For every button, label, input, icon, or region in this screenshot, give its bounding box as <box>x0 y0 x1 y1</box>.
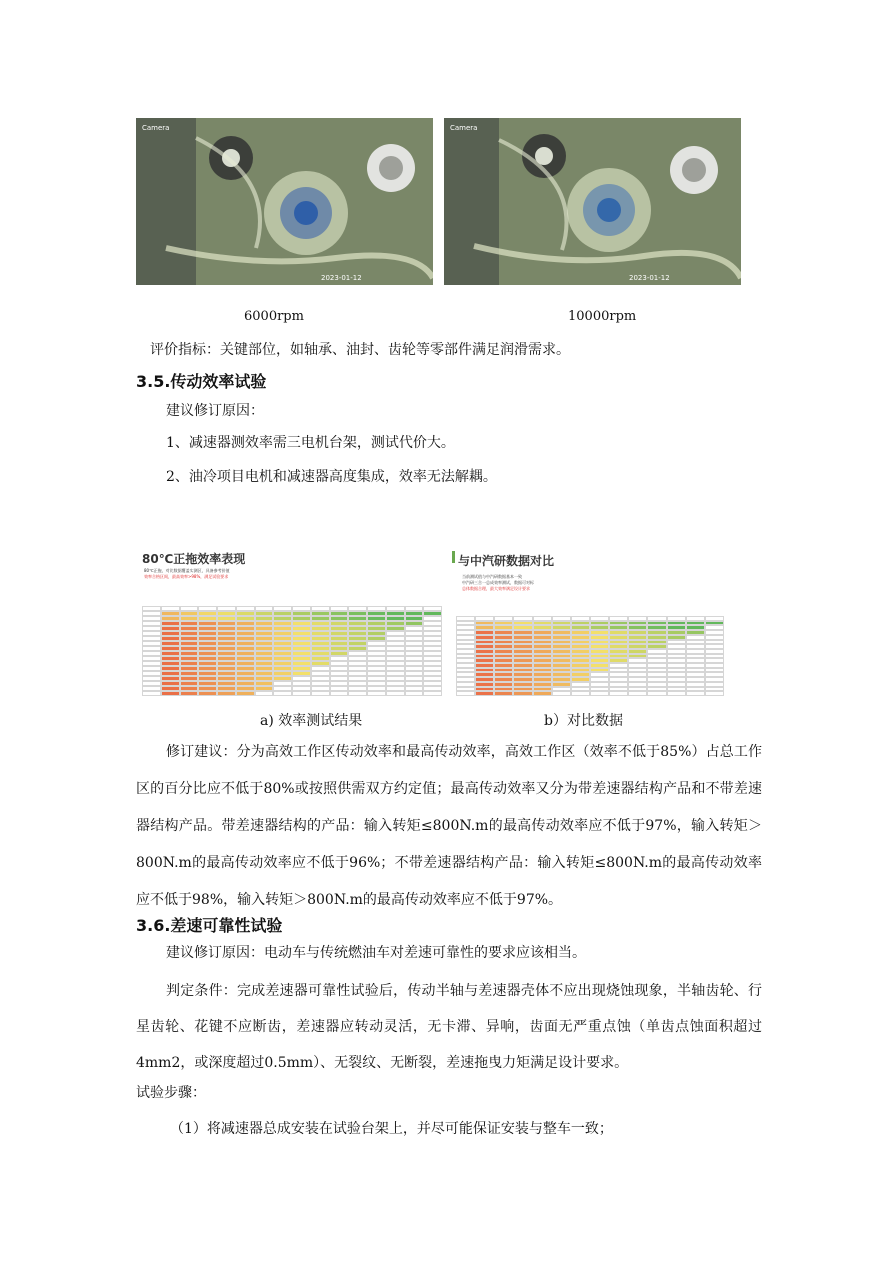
heatmap-cell <box>494 691 513 696</box>
figure-comparison-data <box>452 546 752 701</box>
photo-caption-10000: 10000rpm <box>568 309 637 324</box>
section-3-6-title: 3.6.差速可靠性试验 <box>136 916 283 935</box>
bullet: 80℃正拖，对比数据覆盖实测区，具备参考价值 <box>144 568 230 573</box>
figure-bullets <box>144 568 230 580</box>
revision-suggestion: 修订建议：分为高效工作区传动效率和最高传动效率，高效工作区（效率不低于85%）占总工作区的百分比应不低于80%或按照供需双方约定值；最高传动效率又分为带差速器结构产品和不带差速器结构产品。带差速器结构的产品：输入转矩≤800N.m的最高传动效率应不低于97%，输入转矩＞800N.m的最高传动效率应不低于96%；不带差速器结构产品：输入转矩≤800N.m的最高传动效率应不低于98%，输入转矩＞800N.m的最高传动效率应不低于97%。 <box>136 744 762 908</box>
comparison-heatmap <box>456 616 724 696</box>
heatmap-cell <box>236 691 255 696</box>
section-3-5-title: 3.5.传动效率试验 <box>136 372 267 391</box>
bullet: 当前测试值与中汽研数据基本一致 <box>462 574 522 579</box>
revision-reason-label: 建议修订原因： <box>166 403 264 419</box>
timestamp-overlay: 2023-01-12 <box>321 274 362 282</box>
heatmap-cell <box>647 691 666 696</box>
heatmap-cell <box>198 691 217 696</box>
heatmap-cell <box>590 691 609 696</box>
heatmap-cell <box>705 691 724 696</box>
heatmap-cell <box>348 691 367 696</box>
heatmap-cell <box>686 691 705 696</box>
test-steps-label: 试验步骤： <box>136 1085 206 1101</box>
heatmap-cell <box>367 691 386 696</box>
figure-bullets <box>462 574 534 592</box>
figure-caption-b: b）对比数据 <box>544 713 623 729</box>
heatmap-cell <box>475 691 494 696</box>
test-step-1: （1）将减速器总成安装在试验台架上，并尽可能保证安装与整车一致； <box>170 1121 613 1137</box>
heatmap-cell <box>311 691 330 696</box>
heatmap-cell <box>513 691 532 696</box>
figure-title: 80℃正拖效率表现 <box>142 552 246 566</box>
camera-overlay: Camera <box>450 124 478 132</box>
heatmap-cell <box>628 691 647 696</box>
heatmap-cell <box>273 691 292 696</box>
efficiency-heatmap <box>142 606 442 696</box>
heatmap-cell <box>292 691 311 696</box>
timestamp-overlay: 2023-01-12 <box>629 274 670 282</box>
photo-caption-6000: 6000rpm <box>244 309 304 324</box>
heatmap-cell <box>217 691 236 696</box>
reducer-image <box>136 118 433 285</box>
heatmap-cell <box>533 691 552 696</box>
eval-criteria: 评价指标：关键部位，如轴承、油封、齿轮等零部件满足润滑需求。 <box>150 342 570 358</box>
figure-title: 与中汽研数据对比 <box>458 554 555 568</box>
heatmap-cell <box>552 691 571 696</box>
heatmap-cell <box>330 691 349 696</box>
figure-efficiency-results <box>138 546 448 701</box>
heatmap-cell <box>423 691 442 696</box>
heatmap-cell <box>405 691 424 696</box>
bullet: 中汽研三合一总成效率测试，数据可对标 <box>462 580 534 585</box>
heatmap-cell <box>161 691 180 696</box>
judgement-condition: 判定条件：完成差速器可靠性试验后，传动半轴与差速器壳体不应出现烧蚀现象，半轴齿轮、行星齿轮、花键不应断齿，差速器应转动灵活，无卡滞、异响，齿面无严重点蚀（单齿点蚀面积超过4mm2，或深度超过0.5mm）、无裂纹、无断裂，差速拖曳力矩满足设计要求。 <box>136 983 762 1071</box>
figure-caption-a: a) 效率测试结果 <box>260 713 363 729</box>
photo-10000rpm <box>444 118 741 285</box>
revision-reason-1: 1、减速器测效率需三电机台架，测试代价大。 <box>166 435 455 451</box>
bullet: 总体数据合理，最大效率满足设计要求 <box>462 586 530 591</box>
heatmap-cell <box>386 691 405 696</box>
heatmap-cell <box>667 691 686 696</box>
photo-6000rpm <box>136 118 433 285</box>
bullet: 效率合格区间，最高效率>98%，满足试验要求 <box>144 574 229 579</box>
heatmap-cell <box>456 691 475 696</box>
heatmap-cell <box>142 691 161 696</box>
title-bar-accent <box>452 551 455 563</box>
camera-overlay: Camera <box>142 124 170 132</box>
heatmap-cell <box>609 691 628 696</box>
heatmap-cell <box>255 691 274 696</box>
reducer-image <box>444 118 741 285</box>
section-3-6-reason: 建议修订原因：电动车与传统燃油车对差速可靠性的要求应该相当。 <box>166 945 586 961</box>
revision-reason-2: 2、油冷项目电机和减速器高度集成，效率无法解耦。 <box>166 469 497 485</box>
heatmap-cell <box>180 691 199 696</box>
heatmap-cell <box>571 691 590 696</box>
